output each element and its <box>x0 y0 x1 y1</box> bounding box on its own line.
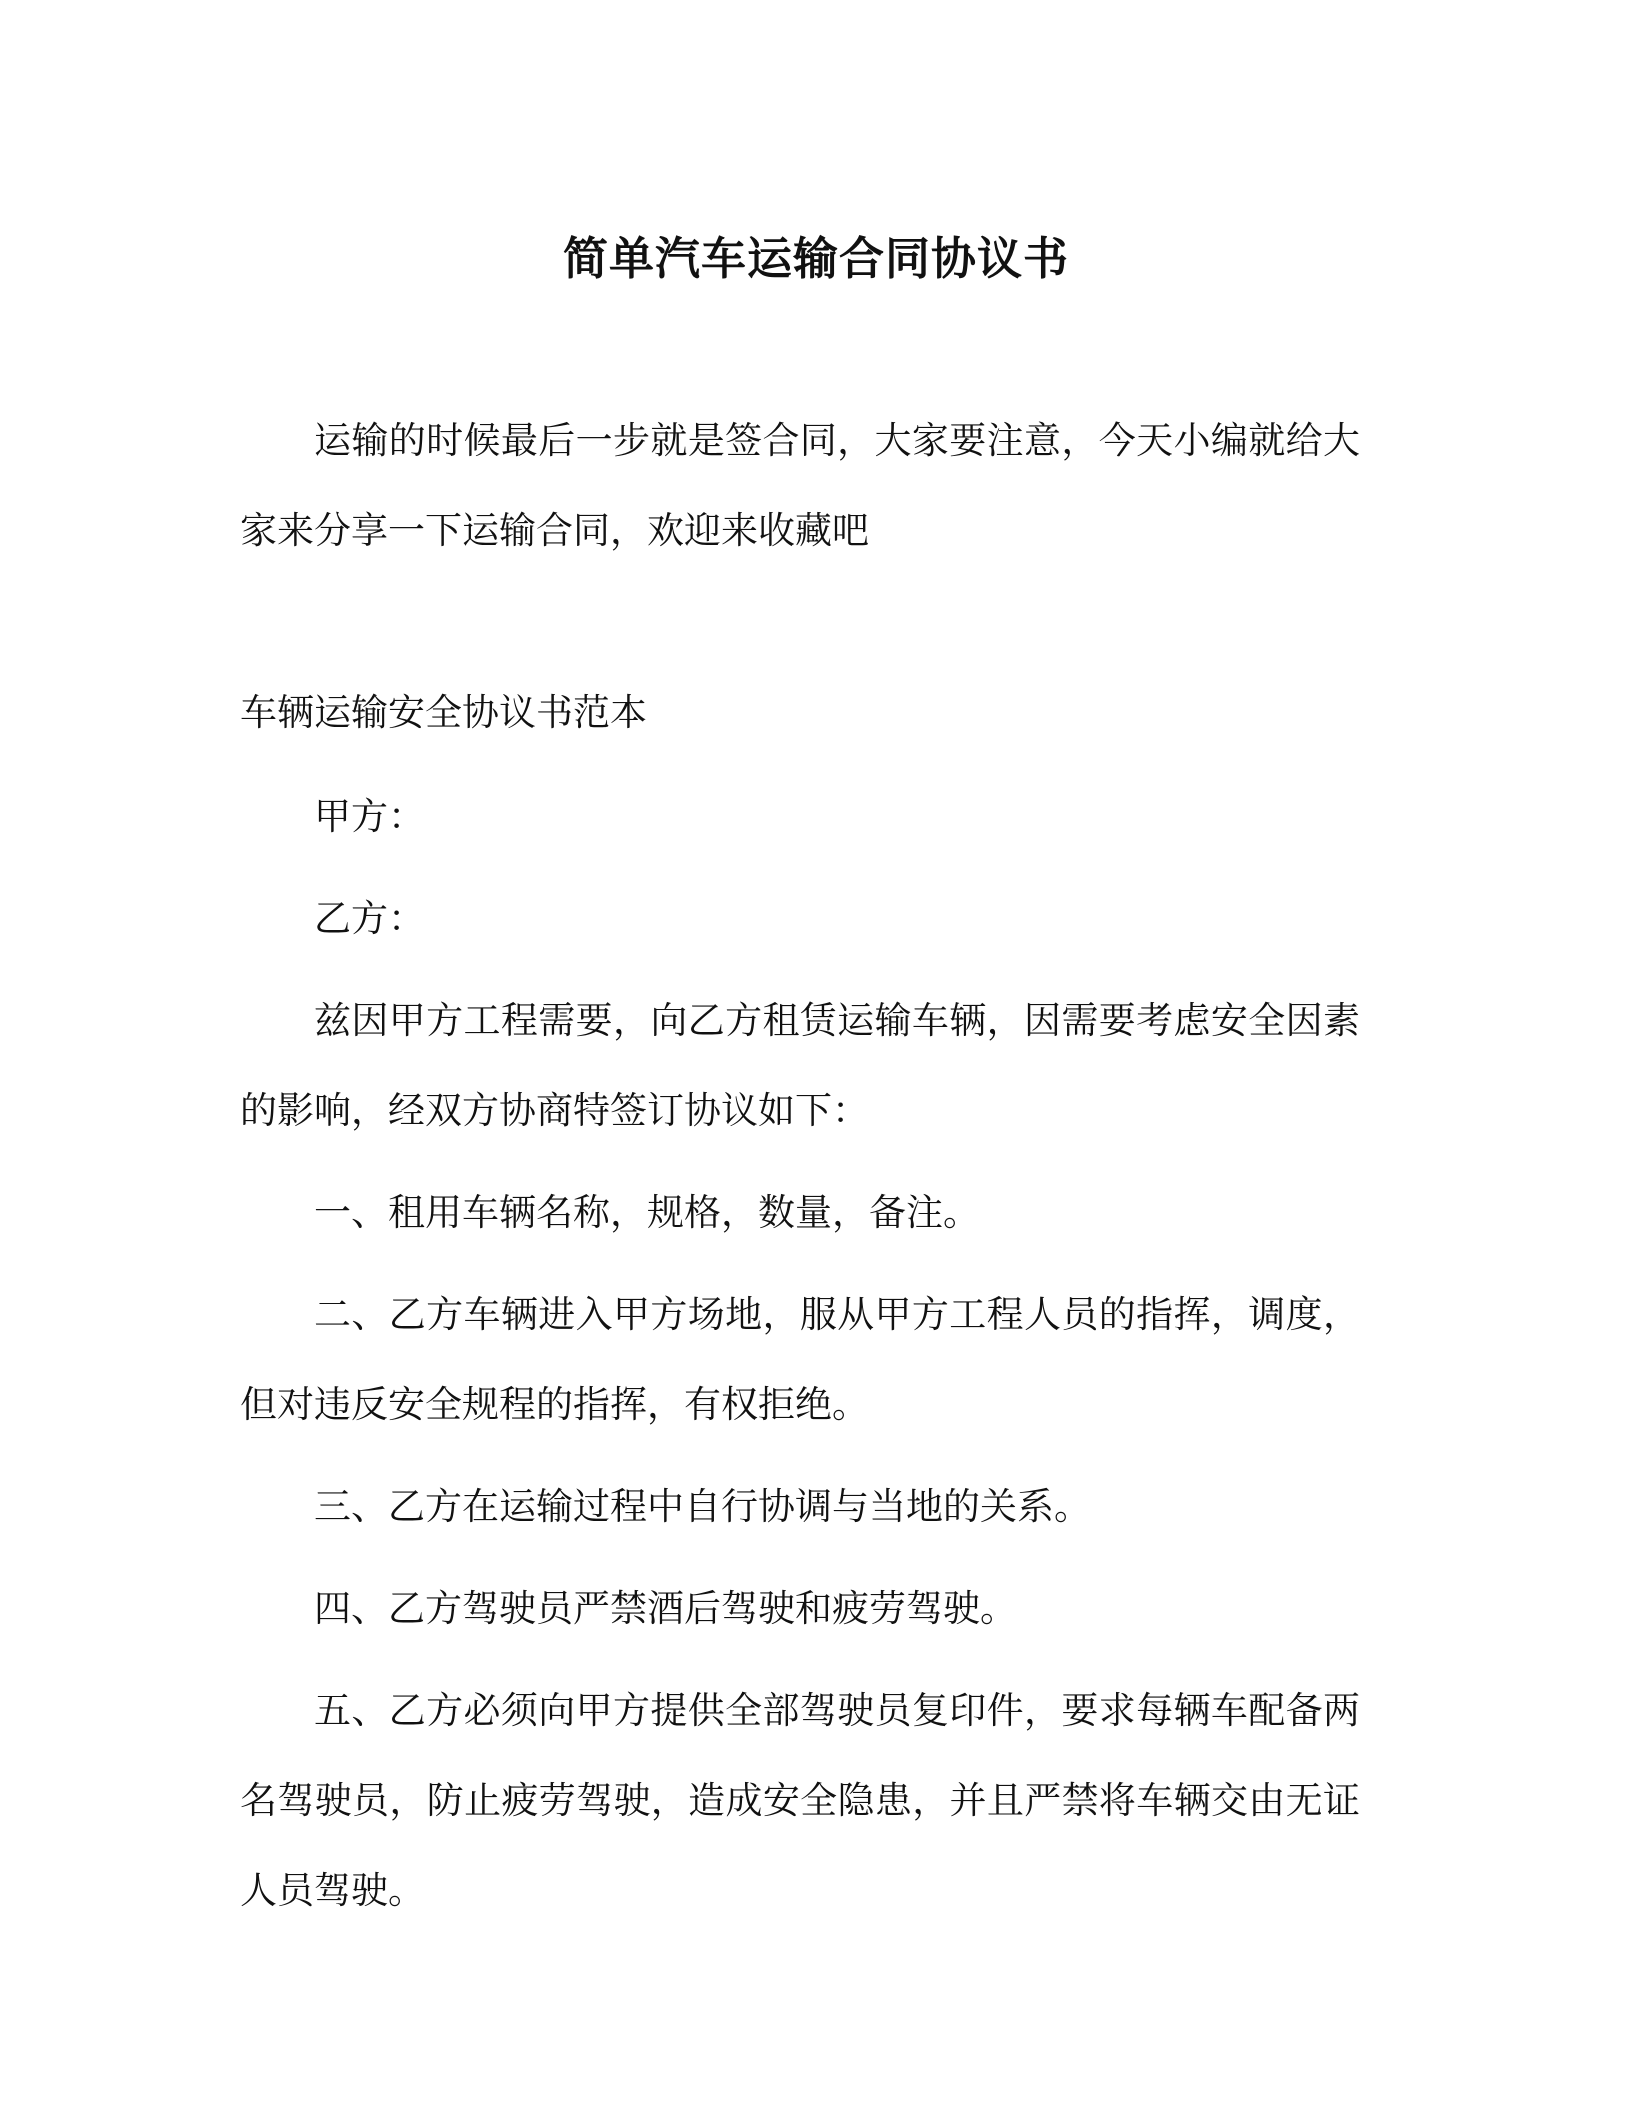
party-b-line: 乙方： <box>314 897 425 940</box>
section-heading: 车辆运输安全协议书范本 <box>240 691 647 734</box>
document-body <box>240 396 1360 1936</box>
clause-paragraph-3: 三、乙方在运输过程中自行协调与当地的关系。 <box>314 1485 1091 1528</box>
clause-paragraph-5: 五、乙方必须向甲方提供全部驾驶员复印件，要求每辆车配备两名驾驶员，防止疲劳驾驶，造成安全隐患，并且严禁将车辆交由无证人员驾驶。 <box>240 1689 1360 1912</box>
clause-paragraph-4: 四、乙方驾驶员严禁酒后驾驶和疲劳驾驶。 <box>314 1587 1017 1630</box>
document-title: 简单汽车运输合同协议书 <box>562 232 1069 285</box>
clause-paragraph-1: 一、租用车辆名称，规格，数量，备注。 <box>314 1191 980 1234</box>
party-a-line: 甲方： <box>314 795 425 838</box>
clause-paragraph-2: 二、乙方车辆进入甲方场地，服从甲方工程人员的指挥，调度，但对违反安全规程的指挥，有权拒绝。 <box>240 1293 1360 1426</box>
intro-paragraph: 运输的时候最后一步就是签合同，大家要注意，今天小编就给大家来分享一下运输合同，欢迎来收藏吧 <box>240 419 1360 552</box>
preamble-paragraph: 兹因甲方工程需要，向乙方租赁运输车辆，因需要考虑安全因素的影响，经双方协商特签订协议如下： <box>240 999 1360 1132</box>
